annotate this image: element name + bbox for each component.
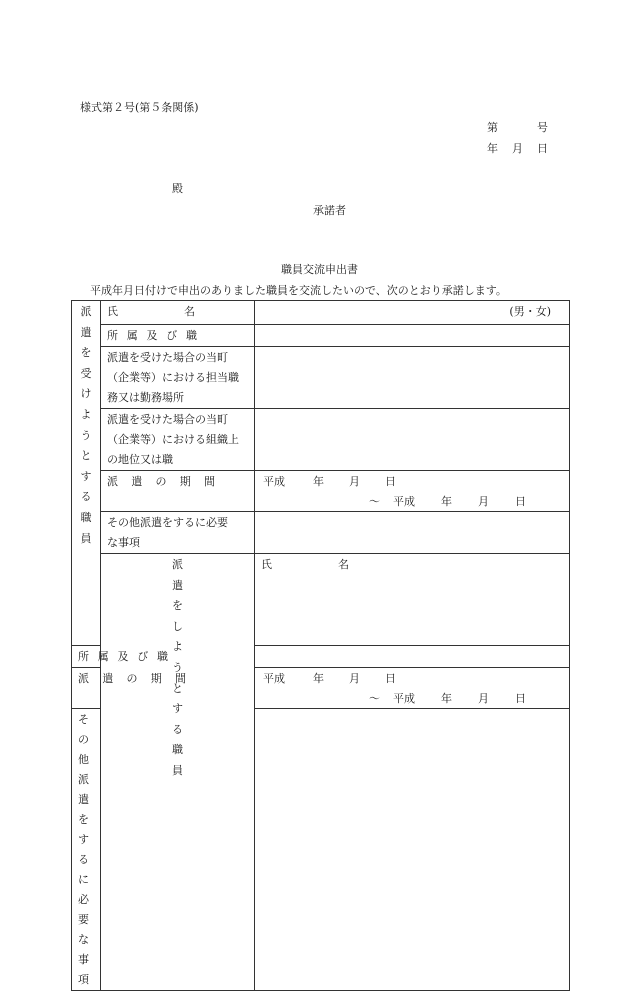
other-field-1[interactable] bbox=[255, 512, 570, 554]
period-end-1: ～ 平成 年 月 日 bbox=[369, 495, 526, 508]
exchange-form-table bbox=[71, 300, 570, 991]
row-affiliation-1 bbox=[72, 325, 570, 347]
date-day: 日 bbox=[537, 142, 548, 155]
period-field-2[interactable] bbox=[255, 668, 570, 709]
name-label-1: 氏 名 bbox=[101, 301, 255, 325]
position-label: 派遣を受けた場合の当町 （企業等）における組織上 の地位又は職 bbox=[101, 409, 255, 471]
date-month: 月 bbox=[512, 142, 523, 155]
period-label-2: 派 遣 の 期 間 bbox=[72, 668, 101, 709]
row-period-1 bbox=[72, 471, 570, 512]
row-other-1 bbox=[72, 512, 570, 554]
period-label-1: 派 遣 の 期 間 bbox=[101, 471, 255, 512]
period-start-2: 平成 年 月 日 bbox=[263, 672, 396, 685]
row-name-1 bbox=[72, 301, 570, 325]
document-title: 職員交流申出書 bbox=[281, 263, 358, 276]
name-field-1[interactable] bbox=[255, 301, 570, 325]
intro-text: 平成年月日付けで申出のありました職員を交流したいので、次のとおり承諾します。 bbox=[90, 284, 507, 297]
date-year: 年 bbox=[487, 142, 498, 155]
name-label-2: 氏 名 bbox=[255, 554, 570, 646]
doc-number-suffix: 号 bbox=[537, 121, 548, 134]
dispatching-staff-side-label: 派 遣 を し よ う と す る 職 員 bbox=[101, 554, 255, 991]
position-field[interactable] bbox=[255, 409, 570, 471]
row-duties bbox=[72, 347, 570, 409]
period-start-1: 平成 年 月 日 bbox=[263, 475, 396, 488]
affiliation-label-2: 所 属 及 び 職 bbox=[72, 646, 101, 668]
period-field-1[interactable] bbox=[255, 471, 570, 512]
other-label-2: その他派遣をするに必要 な事項 bbox=[72, 709, 101, 991]
row-affiliation-2 bbox=[72, 646, 570, 668]
other-label-1: その他派遣をするに必要 な事項 bbox=[101, 512, 255, 554]
row-position bbox=[72, 409, 570, 471]
form-number: 様式第２号(第５条関係) bbox=[80, 101, 199, 114]
duties-field[interactable] bbox=[255, 347, 570, 409]
row-name-2 bbox=[72, 554, 570, 646]
other-field-2[interactable] bbox=[255, 709, 570, 991]
receiving-staff-side-label: 派 遣 を 受 け よ う と す る 職 員 bbox=[72, 301, 101, 646]
sex-selector[interactable]: (男・女) bbox=[509, 305, 551, 318]
affiliation-field-2[interactable] bbox=[255, 646, 570, 668]
addressee-suffix: 殿 bbox=[172, 182, 183, 195]
duties-label: 派遣を受けた場合の当町 （企業等）における担当職 務又は勤務場所 bbox=[101, 347, 255, 409]
affiliation-field-1[interactable] bbox=[255, 325, 570, 347]
period-end-2: ～ 平成 年 月 日 bbox=[369, 692, 526, 705]
affiliation-label-1: 所 属 及 び 職 bbox=[101, 325, 255, 347]
doc-number-prefix: 第 bbox=[487, 121, 498, 134]
consenter-label: 承諾者 bbox=[313, 204, 346, 217]
